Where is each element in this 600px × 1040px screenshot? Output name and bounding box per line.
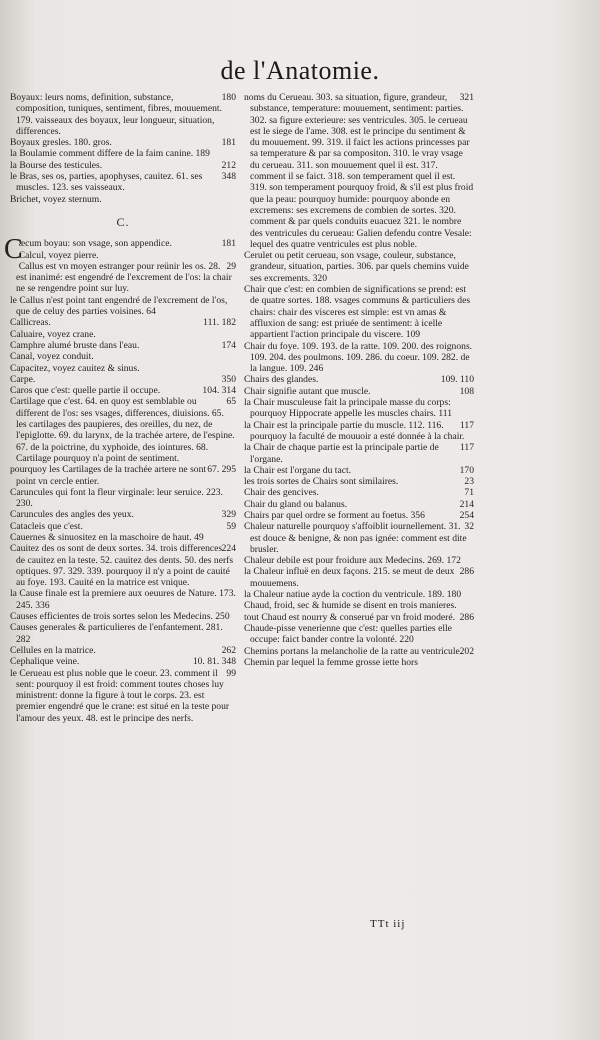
index-entry [244, 612, 474, 623]
index-entry [244, 566, 474, 589]
page-ref: 212 [221, 159, 236, 171]
entry-text: la Chair est la principale partie du muscle. 112. 116. pourquoy la faculté de mouuoir a esté donnée à la chair. [244, 419, 465, 442]
page-ref: 10. 81. 348 [192, 656, 236, 668]
entry-text: Chaleur naturelle pourquoy s'affoiblit iournellement. 31. est douce & benigne, & non pas ignée: comment est dite brusler. [244, 521, 467, 555]
entry-text: Chemins portans la melancholie de la ratte au ventricule. [244, 645, 463, 657]
entries-right [244, 92, 474, 668]
entries-c [4, 234, 236, 724]
index-entry [10, 487, 236, 510]
entry-text: Canal, voyez conduit. [10, 351, 94, 363]
index-entry [10, 464, 236, 487]
entry-text: les trois sortes de Chairs sont similaires. [244, 476, 399, 488]
index-entry [10, 171, 236, 194]
index-entry [244, 600, 474, 611]
entry-text: Chair que c'est: en combien de significations se prend: est de quatre sortes. 188. vsages communs & particuliers des chairs: chair des visceres est simple: est vn amas & affluxion de sang: est priuée de sentiment: à icelle appartient l'action principale du viscere. 109 [244, 284, 471, 341]
index-entry [10, 509, 236, 520]
entry-text: Chair des gencives. [244, 487, 319, 499]
index-entry [244, 555, 474, 566]
entry-text: Cellules en la matrice. [10, 644, 96, 656]
entry-text: Chair du gland ou balanus. [244, 498, 348, 510]
entry-text: Caruncules des angles des yeux. [10, 509, 134, 521]
signature-mark: TTt iij [370, 918, 406, 930]
index-entry [244, 92, 474, 250]
entry-text: Boyaux gresles. 180. gros. [10, 137, 112, 149]
index-entry [10, 148, 236, 159]
entry-text: la Chair est l'organe du tact. [244, 464, 352, 476]
entry-text: Carpe. [10, 373, 36, 385]
entry-text: Callicreas. [10, 317, 51, 329]
entry-text: le Bras, ses os, parties, apophyses, cauitez. 61. ses muscles. 123. ses vaisseaux. [10, 171, 203, 194]
entry-text: Boyaux: leurs noms, definition, substance, composition, tuniques, sentiment, fibres, mouuement. 179. vaisseaux des boyaux, leur longueur, situation, differences. [10, 92, 222, 137]
index-entry [244, 476, 474, 487]
entry-text: Chaud, froid, sec & humide se disent en trois manieres. [244, 600, 457, 612]
index-entry [10, 92, 236, 137]
page-ref: 29 [226, 260, 236, 272]
index-entry [244, 341, 474, 375]
entry-text: la Boulamie comment differe de la faim canine. 189 [10, 148, 210, 160]
entry-text: noms du Cerueau. 303. sa situation, figure, grandeur, substance, temperature: mouuement, sentiment: parties. 302. sa figure exterieure: ses ventricules. 305. le cerueau est le siege de l'ame. 308. est le principe du sentiment & du mouuement. 99. 319. il faict les actions princesses par sa temperature & par sa compositon. 310. le vray vsage du cerueau. 311. son mouuement quel il est. 317. comment il se faict. 318. son temperament quel il est. 319. son temperament pourquoy froid, & s'il est plus froid que la peau: pourquoy humide: pourquoy abonde en excremens: ses excremens de combien de sortes. 320. comment & par quels conduits euacuez 321. le nombre des ventricules du cerueau: Galien defendu contre Vesale: lequel des quatre ventricules est plus noble. [244, 92, 474, 250]
index-entry [244, 521, 474, 555]
index-entry [10, 374, 236, 385]
index-entry [10, 611, 236, 622]
entries-b [10, 92, 236, 205]
page-ref: 329 [221, 509, 236, 521]
index-entry [10, 295, 236, 318]
page-ref: 32 [464, 521, 474, 533]
entry-text: Causes generales & particulieres de l'enfantement. 281. 282 [10, 622, 223, 645]
index-entry [10, 543, 236, 588]
page-ref: 99 [226, 667, 236, 679]
index-entry [10, 160, 236, 171]
index-entry [10, 250, 236, 261]
index-entry [244, 284, 474, 340]
entry-text: Cephalique veine. [10, 656, 80, 668]
page-ref: 109. 110 [440, 374, 474, 386]
entry-text: Capacitez, voyez cauitez & sinus. [10, 362, 140, 374]
entry-text: le Callus n'est point tant engendré de l'excrement de l'os, que de celuy des parties voisines. 64 [10, 294, 228, 318]
index-entry [10, 351, 236, 362]
page-ref: 262 [221, 644, 236, 656]
page-ref: 202 [459, 645, 474, 657]
index-entry [10, 329, 236, 340]
entry-text: Camphre alumé bruste dans l'eau. [10, 339, 140, 351]
entry-text: Cartilage que c'est. 64. en quoy est semblable ou different de l'os: ses vsages, differences, diuisions. 65. les cartilages des paupieres, des oreilles, du nez, de l'epiglotte. 69. du larynx, de la trachée artere, de l'espine. 67. de la poictrine, du xyphoide, des iointures. 68. Cartilage pourquoy n'a point de sentiment. [10, 396, 235, 464]
index-entry [244, 589, 474, 600]
index-entry [10, 521, 236, 532]
page-ref: 174 [221, 339, 236, 351]
page-ref: 254 [459, 509, 474, 521]
index-entry [10, 317, 236, 328]
page-ref: 71 [464, 487, 474, 499]
page-ref: 286 [459, 566, 474, 578]
index-entry [244, 442, 474, 465]
entry-text: Caruncules qui font la fleur virginale: leur seruice. 223. 230. [10, 486, 223, 510]
entry-text: Chaleur debile est pour froidure aux Medecins. 269. 172 [244, 555, 461, 567]
page-ref: 117 [459, 419, 474, 431]
entry-text: tout Chaud est nourry & conserué par vn froid moderé. [244, 611, 456, 623]
page-ref: 350 [221, 373, 236, 385]
index-entry [10, 385, 236, 396]
index-entry [244, 386, 474, 397]
index-entry [10, 622, 236, 645]
index-entry [10, 137, 236, 148]
index-entry [244, 374, 474, 385]
index-entry [244, 510, 474, 521]
entry-text: pourquoy les Cartilages de la trachée artere ne sont point vn cercle entier. [10, 464, 207, 487]
entry-text: Caluaire, voyez crane. [10, 328, 96, 340]
page-ref: 170 [459, 464, 474, 476]
page-ref: 348 [221, 171, 236, 183]
page-ref: 111. 182 [203, 317, 236, 329]
index-entry [244, 657, 474, 668]
index-entry [10, 340, 236, 351]
page-ref: 59 [226, 520, 236, 532]
entry-text: le Cerueau est plus noble que le coeur. 23. comment il sent: pourquoy il est froid: comment toutes choses luy ministrent: donne la figure à tout le corps. 23. est premier engendré que le crane: est situé en la teste pour l'amour des yeux. 48. est le principe des nerfs. [10, 667, 230, 724]
entry-text: la Chaleur influë en deux façons. 215. se meut de deux mouuemens. [244, 566, 455, 589]
entry-text: Causes efficientes de trois sortes selon les Medecins. 250 [10, 611, 230, 623]
entry-text: Chaude-pisse venerienne que c'est: quelles parties elle occupe: faict bander contre la volonté. 220 [244, 622, 452, 646]
entry-text: Catacleis que c'est. [10, 520, 83, 532]
page-ref: 181 [221, 238, 236, 250]
page-ref: 108 [459, 385, 474, 397]
drop-cap: C [4, 234, 23, 266]
entry-text: la Bourse des testicules. [10, 159, 103, 171]
entry-text: æcum boyau: son vsage, son appendice. [18, 238, 172, 250]
page-ref: 321 [459, 92, 474, 103]
entry-text: Brichet, voyez sternum. [10, 193, 102, 205]
page-ref: 67. 295 [207, 464, 236, 476]
page-ref: 214 [459, 498, 474, 510]
index-entry [244, 487, 474, 498]
index-entry [10, 656, 236, 667]
entry-text: Caros que c'est: quelle partie il occupe. [10, 385, 161, 397]
index-entry [244, 646, 474, 657]
page-ref: 180 [221, 92, 236, 103]
entry-text: la Cause finale est la premiere aux oeuures de Nature. 173. 245. 336 [10, 588, 236, 611]
entry-text: Chairs par quel ordre se forment au foetus. 356 [244, 509, 425, 521]
index-entry [10, 668, 236, 724]
index-entry [244, 250, 474, 284]
index-entry [10, 194, 236, 205]
entry-text: Chair du foye. 109. 193. de la ratte. 109. 200. des roignons. 109. 204. des poulmons. 109. 286. du coeur. 109. 282. de la langue. 109. 246 [244, 340, 473, 375]
page-ref: 224 [221, 543, 236, 555]
page-ref: 23 [464, 476, 474, 488]
page-ref: 104. 314 [202, 385, 236, 397]
entry-text: Cauitez des os sont de deux sortes. 34. trois differences de cauitez en la teste. 52. cauitez des dents. 50. des nerfs optiques. 97. 329. 339. pourquoy il n'y a point de cauité au foye. 193. Cauité en la matrice est vnique. [10, 543, 234, 589]
page-ref: 117 [459, 442, 474, 454]
index-entry [244, 499, 474, 510]
running-head: de l'Anatomie. [220, 56, 380, 85]
entry-text: Chair signifie autant que muscle. [244, 385, 371, 397]
index-entry [244, 397, 474, 420]
entry-text: Calcul, voyez pierre. [18, 249, 99, 261]
entry-text: Cauernes & sinuositez en la maschoire de haut. 49 [10, 531, 204, 543]
right-column [244, 92, 474, 668]
entry-text: Cerulet ou petit cerueau, son vsage, couleur, substance, grandeur, situation, parties. 306. par quels chemins vuide ses excrements. 320 [244, 250, 469, 284]
index-entry [10, 363, 236, 374]
index-entry [10, 532, 236, 543]
section-letter: C. [116, 214, 130, 229]
entry-text: Callus est vn moyen estranger pour reünir les os. 28. est inanimé: est engendré de l'excrement de l'os: la chair ne se rengendre point sur luy. [16, 260, 232, 295]
page-ref: 65 [226, 396, 236, 408]
index-entry [244, 465, 474, 476]
entry-text: Chemin par lequel la femme grosse iette hors [244, 656, 418, 668]
entry-text: la Chair de chaque partie est la principale partie de l'organe. [244, 442, 439, 465]
index-entry [10, 588, 236, 611]
index-entry [244, 420, 474, 443]
index-entry [10, 396, 236, 464]
entry-text: Chairs des glandes. [244, 374, 319, 386]
page-ref: 286 [459, 611, 474, 623]
left-column [4, 92, 236, 724]
page-ref: 181 [221, 137, 236, 149]
index-entry [244, 623, 474, 646]
index-entry [10, 261, 236, 295]
entry-text: la Chair musculeuse fait la principale masse du corps: pourquoy Hippocrate appelle les muscles chairs. 111 [244, 397, 453, 420]
entry-text: la Chaleur natiue ayde la coction du ventricule. 189. 180 [244, 589, 462, 601]
index-entry [10, 645, 236, 656]
